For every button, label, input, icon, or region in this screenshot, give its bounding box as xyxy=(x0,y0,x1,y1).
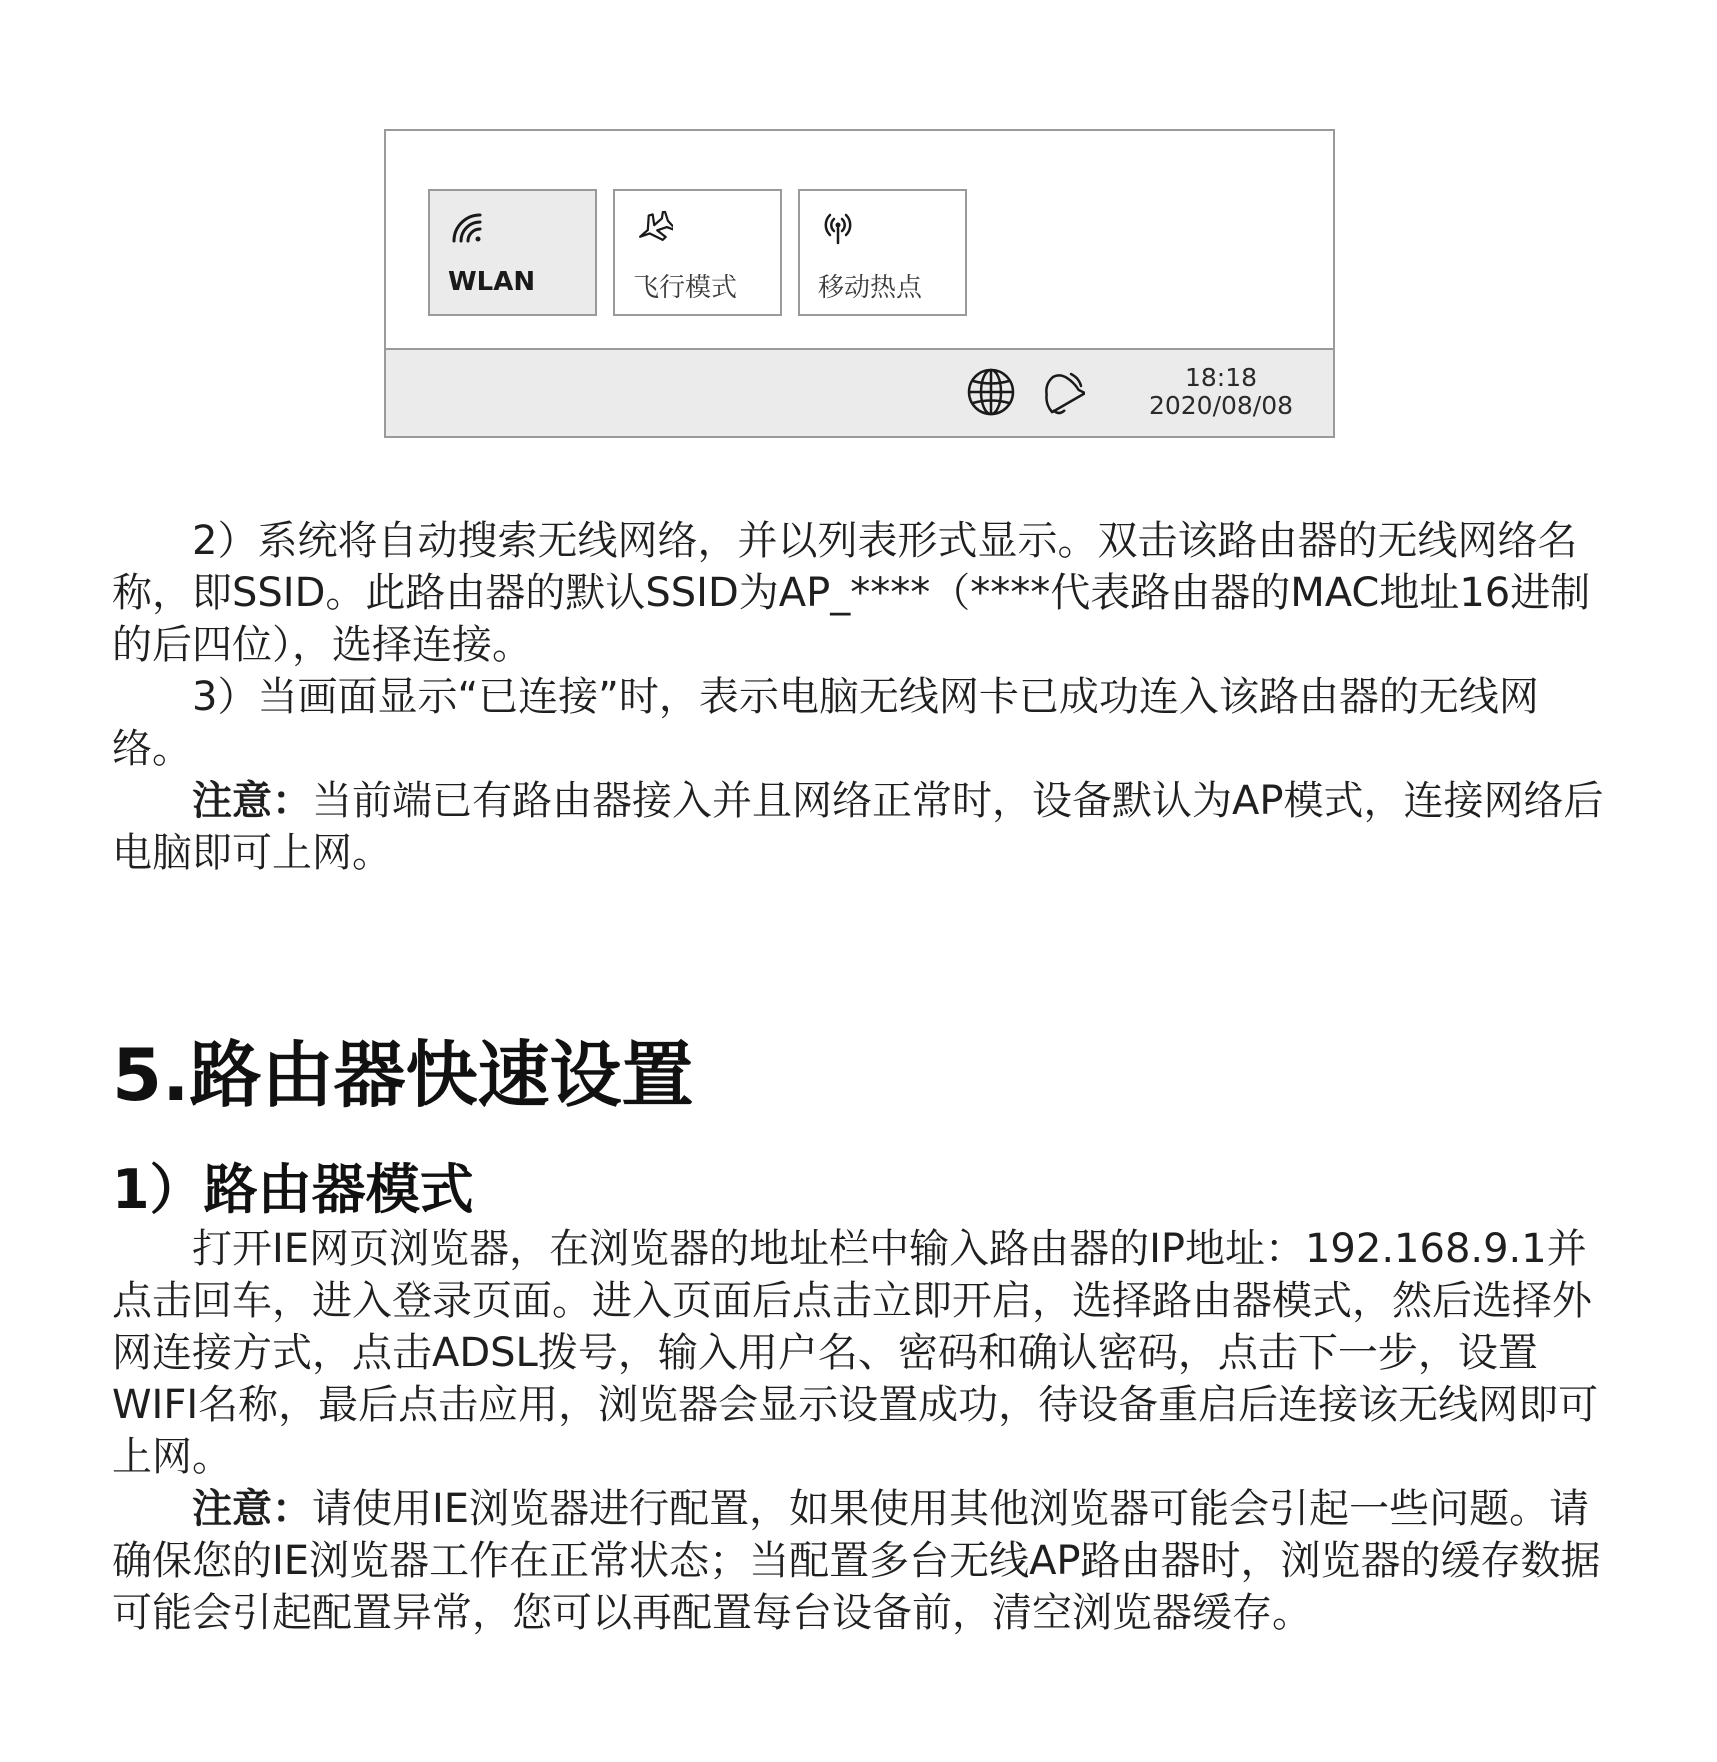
notification-icon[interactable] xyxy=(1033,366,1085,418)
subsection-title: 1）路由器模式 xyxy=(112,1158,474,1221)
note-label: 注意： xyxy=(192,778,312,824)
taskbar-clock[interactable] xyxy=(1126,364,1316,420)
step-3-paragraph: 3）当画面显示“已连接”时，表示电脑无线网卡已成功连入该路由器的无线网络。 xyxy=(112,674,1539,772)
note-paragraph xyxy=(112,775,1610,879)
taskbar xyxy=(386,348,1333,436)
hotspot-icon xyxy=(818,207,858,247)
wlan-tile[interactable] xyxy=(428,189,597,316)
mobile-hotspot-tile-label: 移动热点 xyxy=(818,273,923,303)
airplane-mode-tile-label: 飞行模式 xyxy=(633,273,738,303)
globe-icon[interactable] xyxy=(965,366,1017,418)
clock-time: 18:18 xyxy=(1184,363,1258,392)
step-2-paragraph: 2）系统将自动搜索无线网络，并以列表形式显示。双击该路由器的无线网络名称，即SSID。此路由器的默认SSID为AP_****（****代表路由器的MAC地址16进制的后四位），选择连接。 xyxy=(112,518,1591,668)
wireless-connection-steps xyxy=(112,515,1610,879)
wifi-icon xyxy=(448,207,488,247)
browser-note-text: 请使用IE浏览器进行配置，如果使用其他浏览器可能会引起一些问题。请确保您的IE浏览器工作在正常状态；当配置多台无线AP路由器时，浏览器的缓存数据可能会引起配置异常，您可以再配置每台设备前，清空浏览器缓存。 xyxy=(112,1486,1601,1636)
airplane-icon xyxy=(633,207,673,247)
clock-date: 2020/08/08 xyxy=(1148,391,1294,420)
browser-note-label: 注意： xyxy=(192,1486,312,1532)
wlan-tile-label: WLAN xyxy=(448,267,536,297)
router-mode-instructions xyxy=(112,1223,1610,1639)
airplane-mode-tile[interactable] xyxy=(613,189,782,316)
section-title: 5.路由器快速设置 xyxy=(112,1033,694,1117)
browser-note-paragraph xyxy=(112,1483,1610,1639)
router-mode-paragraph: 打开IE网页浏览器，在浏览器的地址栏中输入路由器的IP地址：192.168.9.1并点击回车，进入登录页面。进入页面后点击立即开启，选择路由器模式，然后选择外网连接方式，点击ADSL拨号，输入用户名、密码和确认密码，点击下一步，设置WIFI名称，最后点击应用，浏览器会显示设置成功，待设备重启后连接该无线网即可上网。 xyxy=(112,1226,1599,1480)
note-text: 当前端已有路由器接入并且网络正常时，设备默认为AP模式，连接网络后电脑即可上网。 xyxy=(112,778,1604,876)
quick-settings-panel xyxy=(384,129,1335,438)
quick-settings-tiles xyxy=(428,189,967,316)
mobile-hotspot-tile[interactable] xyxy=(798,189,967,316)
